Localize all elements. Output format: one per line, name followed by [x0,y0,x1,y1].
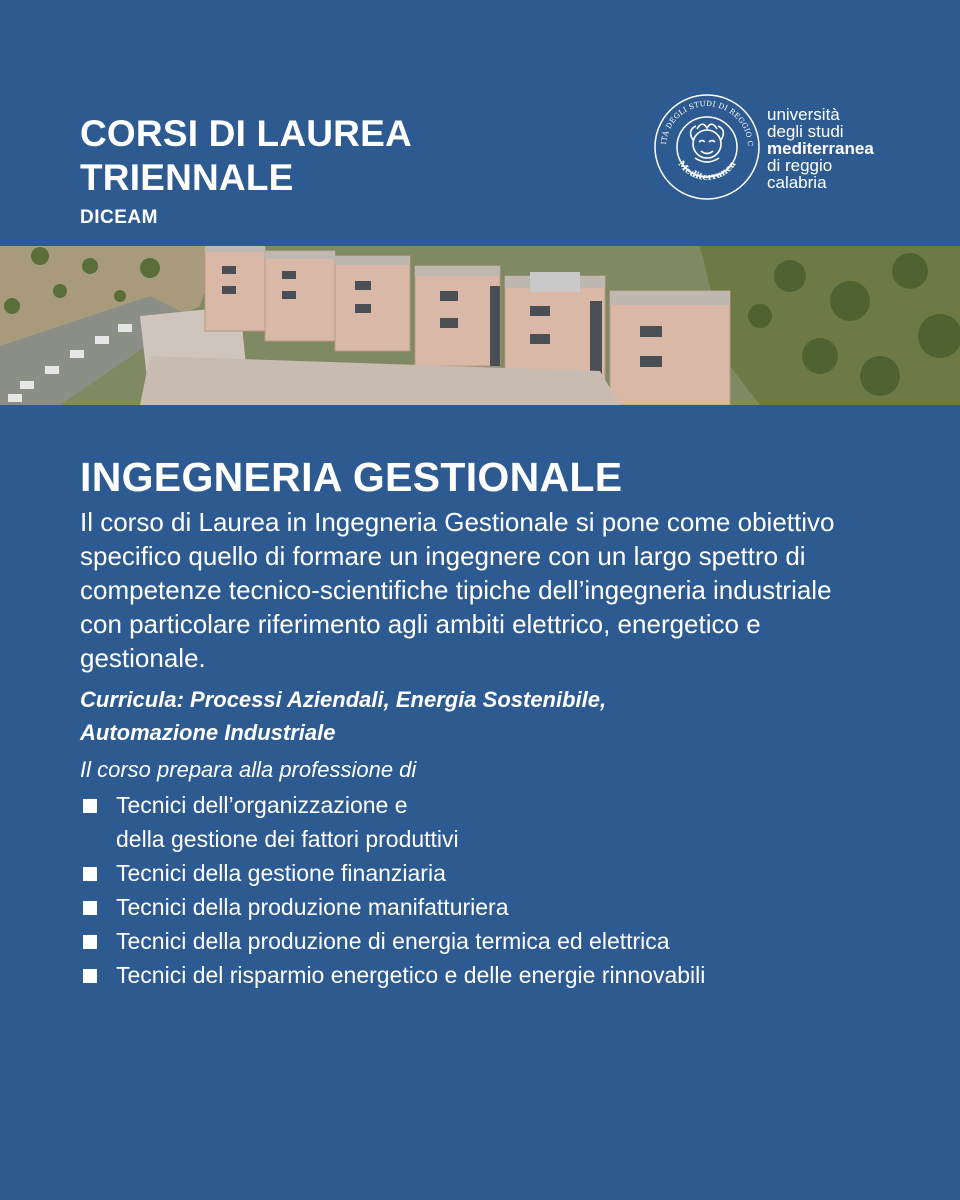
list-item [80,856,910,890]
profession-line: della gestione dei fattori produttivi [116,826,459,852]
svg-text:Mediterranea: Mediterranea [675,159,739,183]
curricula [80,683,880,749]
list-item [80,788,910,856]
university-seal-logo [652,92,762,202]
list-item [80,890,910,924]
header-title-line2: TRIENNALE [80,157,294,198]
profession-line: Tecnici dell’organizzazione e [116,792,408,818]
profession-line: Tecnici della gestione finanziaria [116,860,446,886]
course-title: INGEGNERIA GESTIONALE [80,454,623,500]
logo-line2: degli studi [767,122,844,141]
square-bullet-icon [83,901,97,915]
professions-list [80,788,910,992]
profession-line: Tecnici della produzione di energia termica ed elettrica [116,928,670,954]
logo-line5: calabria [767,173,827,192]
campus-photo [0,246,960,405]
header-title [80,112,412,200]
square-bullet-icon [83,867,97,881]
curricula-line2: Automazione Industriale [80,720,336,745]
department-label: DICEAM [80,207,158,228]
logo-line4: di reggio [767,156,833,175]
curricula-line1: Curricula: Processi Aziendali, Energia Sostenibile, [80,687,607,712]
profession-line: Tecnici della produzione manifatturiera [116,894,509,920]
header-title-line1: CORSI DI LAUREA [80,113,412,154]
square-bullet-icon [83,969,97,983]
course-description: Il corso di Laurea in Ingegneria Gestionale si pone come obiettivo specifico quello di formare un ingegnere con un largo spettro di competenze tecnico-scientifiche tipiche dell’ingegneria industriale con particolare riferimento agli ambiti elettrico, energetico e gestionale. [80,507,835,673]
svg-text:UNIVERSITÀ DEGLI STUDI DI REGG: ITÀ DEGLI STUDI DI REGGIO C [659,98,756,147]
logo-line3: mediterranea [767,139,874,158]
list-item [80,958,910,992]
university-name [767,106,874,191]
square-bullet-icon [83,935,97,949]
prepares-for-label: Il corso prepara alla professione di [80,757,417,782]
square-bullet-icon [83,799,97,813]
list-item [80,924,910,958]
profession-line: Tecnici del risparmio energetico e delle energie rinnovabili [116,962,706,988]
logo-line1: università [767,105,840,124]
